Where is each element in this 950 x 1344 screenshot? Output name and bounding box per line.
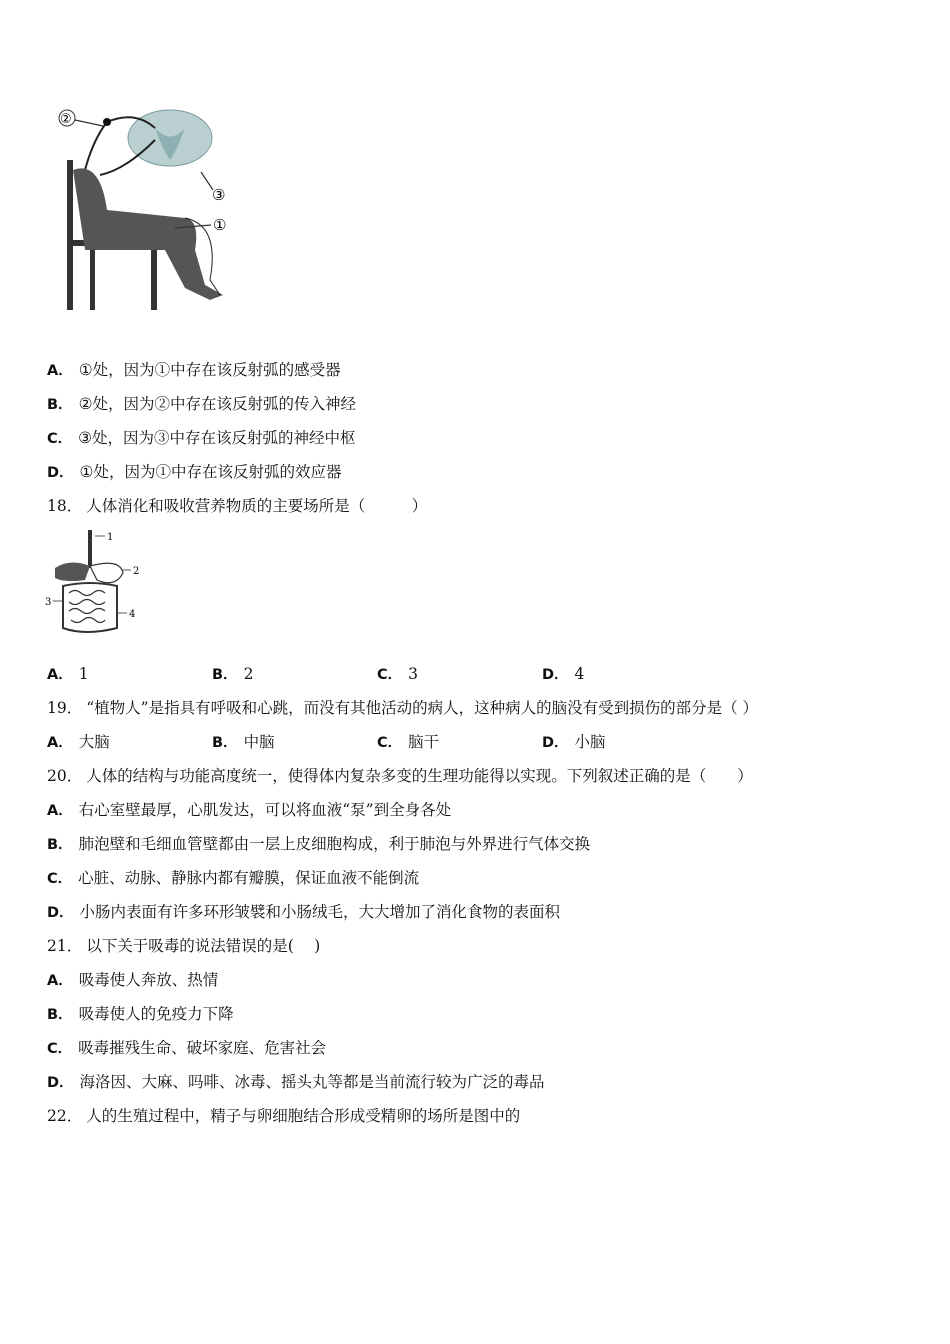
fig18-label-3: 3 [45,597,52,608]
q19-option-d: D． 小脑 [542,733,606,751]
q19-option-a: A． 大脑 [47,733,110,751]
q20-stem: 20． 人体的结构与功能高度统一，使得体内复杂多变的生理功能得以实现。下列叙述正确的是（ ） [47,767,753,785]
reflex-arc-figure [45,100,245,315]
q20-option-c: C． 心脏、动脉、静脉内都有瓣膜，保证血液不能倒流 [47,869,420,887]
label-2: ② [60,112,72,127]
q18-option-c: C． 3 [377,665,419,683]
q19-option-c: C． 脑干 [377,733,440,751]
q21-stem: 21． 以下关于吸毒的说法错误的是( ) [47,937,321,955]
label-1: ① [213,216,227,234]
q20-option-b: B． 肺泡壁和毛细血管壁都由一层上皮细胞构成，利于肺泡与外界进行气体交换 [47,835,591,853]
q19-option-b: B． 中脑 [212,733,275,751]
q18-stem: 18． 人体消化和吸收营养物质的主要场所是（ ） [47,497,428,515]
q18-option-b: B． 2 [212,665,254,683]
digestive-system-figure [45,528,145,643]
q22-stem: 22． 人的生殖过程中，精子与卵细胞结合形成受精卵的场所是图中的 [47,1107,521,1125]
q21-option-d: D． 海洛因、大麻、吗啡、冰毒、摇头丸等都是当前流行较为广泛的毒品 [47,1073,545,1091]
q17-option-a: A． ①处，因为①中存在该反射弧的感受器 [47,361,341,379]
q20-option-a: A． 右心室壁最厚，心肌发达，可以将血液“泵”到全身各处 [47,801,452,819]
q21-option-c: C． 吸毒摧残生命、破坏家庭、危害社会 [47,1039,327,1057]
q19-stem: 19． “植物人”是指具有呼吸和心跳，而没有其他活动的病人，这种病人的脑没有受到损伤的部分是（ ） [47,699,759,717]
fig18-label-4: 4 [129,609,136,620]
fig18-label-2: 2 [133,566,140,577]
label-3: ③ [212,186,226,204]
q17-option-c: C． ③处，因为③中存在该反射弧的神经中枢 [47,429,356,447]
q18-option-d: D． 4 [542,665,585,683]
fig18-label-1: 1 [107,532,114,543]
q18-option-a: A． 1 [47,665,89,683]
q17-option-b: B． ②处，因为②中存在该反射弧的传入神经 [47,395,356,413]
q17-option-d: D． ①处，因为①中存在该反射弧的效应器 [47,463,342,481]
q20-option-d: D． 小肠内表面有许多环形皱襞和小肠绒毛，大大增加了消化食物的表面积 [47,903,561,921]
q21-option-a: A． 吸毒使人奔放、热情 [47,971,219,989]
q21-option-b: B． 吸毒使人的免疫力下降 [47,1005,234,1023]
